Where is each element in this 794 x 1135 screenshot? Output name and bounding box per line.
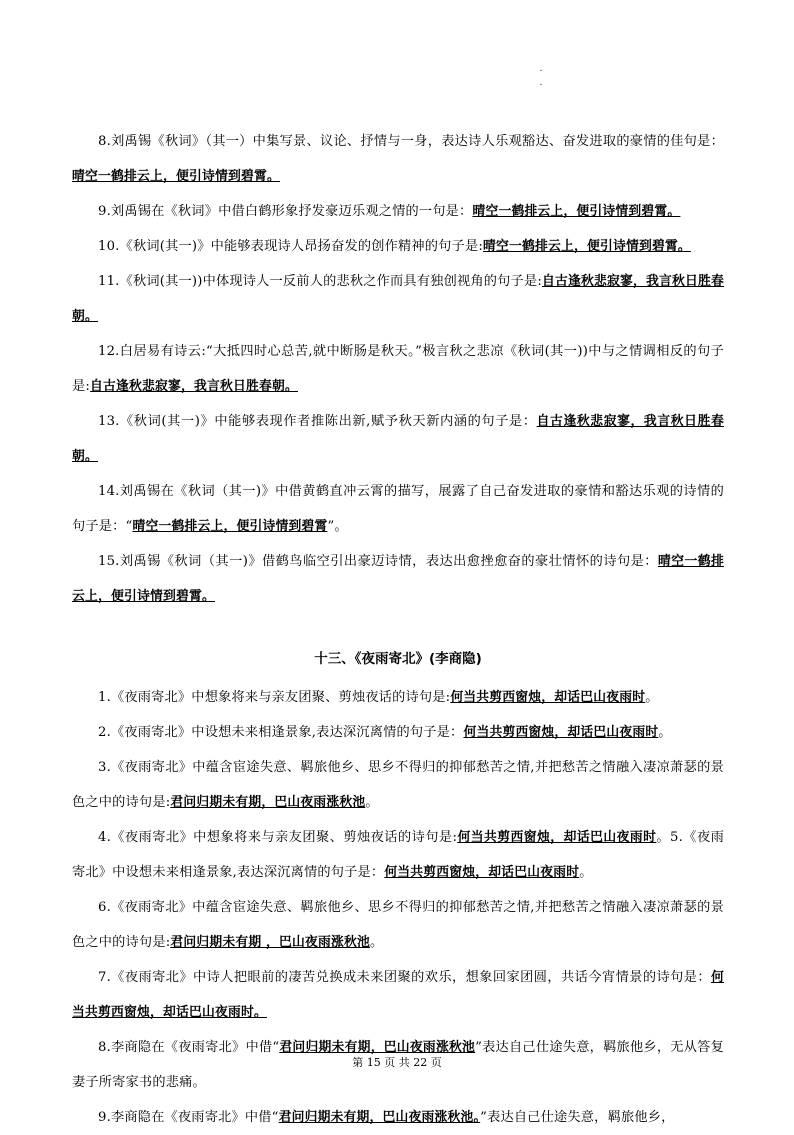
answer-text: 何当共剪西窗烛，却话巴山夜雨时 bbox=[463, 725, 659, 740]
question-text: 15.刘禹锡《秋词（其一)》借鹤鸟临空引出豪迈诗情，表达出愈挫愈奋的豪壮情怀的诗句是： bbox=[98, 554, 658, 569]
page-footer: 第 15 页 共 22 页 bbox=[352, 1056, 442, 1069]
question-text: 。5.《夜雨寄北》中设想未来相逢景象,表达深沉离情的句子是： bbox=[72, 830, 724, 880]
answer-text: 自古逢秋悲寂寥，我言秋日胜春朝。 bbox=[90, 379, 298, 394]
question-text: 9.李商隐在《夜雨寄北》中借“ bbox=[98, 1110, 279, 1125]
answer-text: 晴空一鹤排云上，便引诗情到碧霄。 bbox=[482, 239, 691, 254]
question-item bbox=[72, 820, 724, 890]
question-text: 13.《秋词(其一)》中能够表现作者推陈出新,赋予秋天新内涵的句子是： bbox=[98, 414, 537, 429]
qa-list-autumn bbox=[72, 124, 724, 614]
question-item bbox=[72, 544, 724, 614]
question-item bbox=[72, 194, 724, 229]
question-text: 1.《夜雨寄北》中想象将来与亲友团聚、剪烛夜话的诗句是: bbox=[98, 690, 451, 705]
question-item bbox=[72, 680, 724, 715]
question-text: 8.刘禹锡《秋词》（其一）中集写景、议论、抒情与一身，表达诗人乐观豁达、奋发进取的豪情的佳句是： bbox=[98, 134, 724, 149]
answer-text: 晴空一鹤排云上，便引诗情到碧霄。 bbox=[72, 554, 725, 604]
question-item bbox=[72, 960, 724, 1030]
question-item bbox=[72, 124, 724, 194]
answer-text: 晴空一鹤排云上，便引诗情到碧霄。 bbox=[72, 169, 280, 184]
answer-text: 君问归期未有期 ，巴山夜雨涨秋池 bbox=[170, 935, 370, 950]
answer-text: 晴空一鹤排云上，便引诗情到碧霄。 bbox=[472, 204, 681, 219]
question-item bbox=[72, 229, 724, 264]
document-body bbox=[72, 124, 724, 1135]
question-text: 7.《夜雨寄北》中诗人把眼前的凄苦兑换成未来团聚的欢乐，想象回家团圆，共话今宵情景的诗句是： bbox=[98, 970, 711, 985]
question-item bbox=[72, 264, 724, 334]
question-text: 。 bbox=[645, 690, 659, 705]
question-item bbox=[72, 890, 724, 960]
question-text: ”表达自己仕途失意，羁旅他乡，无从答复妻子所寄家书的悲痛。 bbox=[72, 1040, 725, 1090]
answer-text: 何当共剪西窗烛，却话巴山夜雨时 bbox=[457, 830, 657, 845]
question-text: 2.《夜雨寄北》中设想未来相逢景象,表达深沉离情的句子是： bbox=[98, 725, 464, 740]
question-text: 6.《夜雨寄北》中蕴含宦途失意、羁旅他乡、思乡不得归的抑郁愁苦之情,并把愁苦之情融入凄凉萧瑟的景色之中的诗句是: bbox=[72, 900, 724, 950]
question-text: 11.《秋词(其一))中体现诗人一反前人的悲秋之作而具有独创视角的句子是: bbox=[98, 274, 542, 289]
question-text: 。 bbox=[365, 795, 379, 810]
answer-text: 何当共剪西窗烛，却话巴山夜雨时 bbox=[450, 690, 646, 705]
question-text: 3.《夜雨寄北》中蕴含宦途失意、羁旅他乡、思乡不得归的抑郁愁苦之情,并把愁苦之情融入凄凉萧瑟的景色之中的诗句是: bbox=[72, 760, 724, 810]
answer-text: 君问归期未有期，巴山夜雨涨秋池 bbox=[170, 795, 366, 810]
page-marks bbox=[536, 62, 546, 90]
question-text: 9.刘禹锡在《秋词》中借白鹤形象抒发豪迈乐观之情的一句是： bbox=[98, 204, 473, 219]
page-mark: . bbox=[539, 63, 543, 74]
question-item bbox=[72, 750, 724, 820]
question-item bbox=[72, 334, 724, 404]
question-text: 8.李商隐在《夜雨寄北》中借“ bbox=[98, 1040, 280, 1055]
answer-text: 何当共剪西窗烛，却话巴山夜雨时。 bbox=[72, 970, 724, 1020]
question-text: 12.白居易有诗云:“大抵四时心总苦,就中断肠是秋天。”极言秋之悲凉《秋词(其一))中与之情调相反的句子是: bbox=[72, 344, 724, 394]
question-item bbox=[72, 1100, 724, 1135]
question-text: 。 bbox=[369, 935, 384, 950]
question-text: 。 bbox=[579, 865, 593, 880]
answer-text: 晴空一鹤排云上，便引诗情到碧霄 bbox=[132, 519, 328, 534]
answer-text: 自古逢秋悲寂寥，我言秋日胜春朝。 bbox=[72, 274, 724, 324]
question-text: 4.《夜雨寄北》中想象将来与亲友团聚、剪烛夜话的诗句是: bbox=[98, 830, 458, 845]
answer-text: 君问归期未有期，巴山夜雨涨秋池。 bbox=[278, 1110, 481, 1125]
question-text: 10.《秋词(其一)》中能够表现诗人昂扬奋发的创作精神的句子是: bbox=[98, 239, 483, 254]
answer-text: 自古逢秋悲寂寥，我言秋日胜春朝。 bbox=[72, 414, 724, 464]
answer-text: 何当共剪西窗烛，却话巴山夜雨时 bbox=[384, 865, 580, 880]
question-text: ”表达自己仕途失意，羁旅他乡， bbox=[480, 1110, 675, 1125]
question-item bbox=[72, 474, 724, 544]
question-text: 14.刘禹锡在《秋词（其一)》中借黄鹤直冲云霄的描写，展露了自己奋发进取的豪情和豁达乐观的诗情的句子是：“ bbox=[72, 484, 724, 534]
question-item bbox=[72, 404, 724, 474]
question-text: ”。 bbox=[327, 519, 348, 534]
question-text: 。 bbox=[658, 725, 672, 740]
page-mark: . bbox=[539, 77, 543, 88]
section-title: 十三、《夜雨寄北》(李商隐) bbox=[314, 651, 482, 667]
answer-text: 君问归期未有期，巴山夜雨涨秋池 bbox=[279, 1040, 476, 1055]
question-item bbox=[72, 715, 724, 750]
